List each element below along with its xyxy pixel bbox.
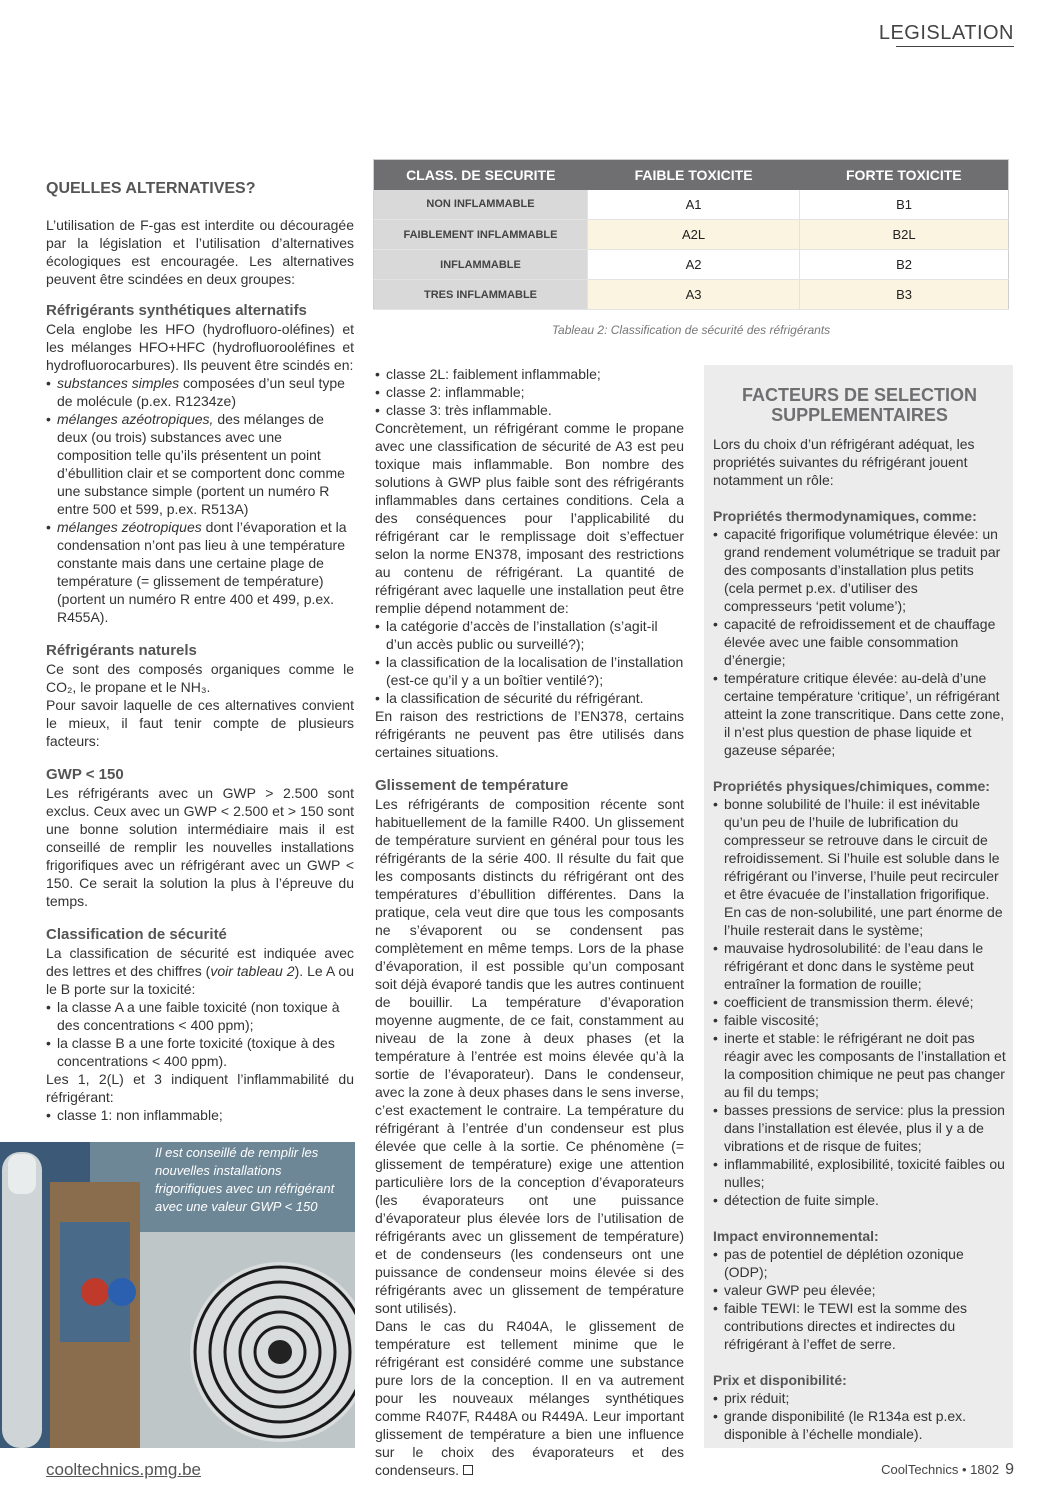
list-item: • la classification de sécurité du réfrigérant. bbox=[375, 689, 684, 707]
synthetic-paragraph: Cela englobe les HFO (hydrofluoro-oléfines) et les mélanges HFO+HFC (hydrofluorooléfines et hydrofluorocarbures). Ils peuvent être scindés en: bbox=[46, 321, 354, 373]
list-item: • faible viscosité; bbox=[713, 1011, 1006, 1029]
table-row bbox=[374, 250, 1009, 280]
list-item: • faible TEWI: le TEWI est la somme des contributions directes et indirectes du réfrigérant à l’effet de serre. bbox=[713, 1299, 1006, 1353]
table-row bbox=[374, 280, 1009, 310]
list-item: • inflammabilité, explosibilité, toxicité faibles ou nulles; bbox=[713, 1155, 1006, 1191]
heading-gwp: GWP < 150 bbox=[46, 766, 124, 783]
table-caption: Tableau 2: Classification de sécurité des réfrigérants bbox=[551, 323, 831, 337]
list-item: • température critique élevée: au-delà d’une certaine température ‘critique’, un réfrigérant atteint la zone transcritique. Dans cette zone, il n’est plus question de phase liquide et gazeuse séparée; bbox=[713, 669, 1006, 759]
thermodynamic-list bbox=[713, 525, 1006, 759]
list-item: • capacité de refroidissement et de chauffage élevée avec une faible consommation d’énergie; bbox=[713, 615, 1006, 669]
sidebar-intro: Lors du choix d’un réfrigérant adéquat, les propriétés suivantes du réfrigérant jouent notamment un rôle: bbox=[713, 436, 975, 488]
table-cell: A2L bbox=[588, 220, 800, 250]
heading-thermodynamic: Propriétés thermodynamiques, comme: bbox=[713, 508, 977, 524]
gwp-paragraph: Les réfrigérants avec un GWP > 2.500 sont exclus. Ceux avec un GWP < 2.500 et > 150 sont une bonne solution intermédiaire mais il est conseillé de remplir les nouvelles installations frigorifiques avec un réfrigérant avec un GWP < 150. Ce serait la solution la plus à l’épreuve du temps. bbox=[46, 785, 354, 909]
list-item: • valeur GWP peu élevée; bbox=[713, 1281, 1006, 1299]
heading-natural: Réfrigérants naturels bbox=[46, 642, 197, 659]
list-item: • la classe A a une faible toxicité (non toxique à des concentrations < 400 ppm); bbox=[46, 998, 354, 1034]
list-item: • basses pressions de service: plus la pression dans l’installation est élevée, plus il y a de vibrations et de risque de fuites; bbox=[713, 1101, 1006, 1155]
heading-classification: Classification de sécurité bbox=[46, 926, 227, 943]
list-item: • prix réduit; bbox=[713, 1389, 1006, 1407]
list-item: • la classification de la localisation de l’installation (est-ce qu’il y a un boîtier ventilé?); bbox=[375, 653, 684, 689]
table-header-cell: CLASS. DE SECURITE bbox=[374, 160, 588, 190]
table-cell: B2L bbox=[800, 220, 1009, 250]
table-row bbox=[374, 220, 1009, 250]
issue-info bbox=[881, 1461, 1014, 1479]
table-cell: B1 bbox=[800, 190, 1009, 220]
list-item: • pas de potentiel de déplétion ozonique (ODP); bbox=[713, 1245, 1006, 1281]
article-title: QUELLES ALTERNATIVES? bbox=[46, 180, 256, 197]
table-cell: B3 bbox=[800, 280, 1009, 310]
price-list bbox=[713, 1389, 1006, 1443]
row-header: INFLAMMABLE bbox=[374, 250, 588, 280]
list-item: • substances simples composées d’un seul type de molécule (p.ex. R1234ze) bbox=[46, 374, 354, 410]
glide-paragraph-1: Les réfrigérants de composition récente sont habituellement de la famille R400. Un glissement de température survient en général pour tous les réfrigérants de la série 400. Il résulte du fait que les composants distincts du réfrigérant ont des températures d’ébullition différentes. Dans la pratique, cela veut dire que tous les composants ne s’évaporent ou se condensent pas complètement en même temps. Lors de la phase d’évaporation, il est possible qu’un composant soit déjà évaporé tandis que les autres continuent de bouillir. La température d’évaporation moyenne augmente, de ce fait, constamment au niveau de la zone à deux phases (et la température à l’entrée est moins élevée qu’à la sortie de l’évaporateur). Dans le condenseur, avec la zone à deux phases dans le sens inverse, c’est exactement le contraire. La température du réfrigérant à l’entrée d’un condenseur est plus élevée que celle à la sortie. Ce phénomène (= glissement de température) exige une attention particulière lors de la conception d’évaporateurs (les évaporateurs ont une puissance d’évaporateur plus élevée lors de l’utilisation de réfrigérants avec un glissement de température) et de condenseurs (les condenseurs ont une puissance de condenseur moins élevée si des réfrigérants avec un glissement de température sont utilisés). bbox=[375, 796, 684, 1316]
list-item: • classe 2L: faiblement inflammable; bbox=[375, 365, 684, 383]
list-item: • coefficient de transmission therm. élevé; bbox=[713, 993, 1006, 1011]
heading-glide: Glissement de température bbox=[375, 777, 569, 794]
heading-synthetic: Réfrigérants synthétiques alternatifs bbox=[46, 302, 307, 319]
list-item: • capacité frigorifique volumétrique élevée: un grand rendement volumétrique se traduit par des composants d’installation plus petits (cela permet p.ex. d’utiliser des compresseurs ‘petit volume’); bbox=[713, 525, 1006, 615]
sidebar-content bbox=[713, 385, 1006, 1443]
issue-label: CoolTechnics • 1802 bbox=[881, 1462, 1000, 1477]
physical-list bbox=[713, 795, 1006, 1209]
list-item: • mélanges zéotropiques dont l’évaporation et la condensation n’ont pas lieu à une température constante mais dans une certaine plage de température (= glissement de température) (portent un numéro R entre 400 et 499, p.ex. R455A). bbox=[46, 518, 354, 626]
list-item: • détection de fuite simple. bbox=[713, 1191, 1006, 1209]
row-header: FAIBLEMENT INFLAMMABLE bbox=[374, 220, 588, 250]
photo-caption: Il est conseillé de remplir les nouvelles installations frigorifiques avec un réfrigérant avec une valeur GWP < 150 bbox=[155, 1145, 335, 1214]
list-item: • la classe B a une forte toxicité (toxique à des concentrations < 400 ppm). bbox=[46, 1034, 354, 1070]
list-item: • inerte et stable: le réfrigérant ne doit pas réagir avec les composants de l’installation et la composition chimique ne peut pas changer au fil du temps; bbox=[713, 1029, 1006, 1101]
list-item: • classe 2: inflammable; bbox=[375, 383, 684, 401]
row-header: TRES INFLAMMABLE bbox=[374, 280, 588, 310]
row-header: NON INFLAMMABLE bbox=[374, 190, 588, 220]
sidebar-title: FACTEURS DE SELECTION SUPPLEMENTAIRES bbox=[741, 385, 978, 425]
synthetic-list bbox=[46, 374, 354, 626]
table-header-cell: FAIBLE TOXICITE bbox=[588, 160, 800, 190]
section-rule bbox=[896, 46, 1014, 47]
flammability-paragraph: Les 1, 2(L) et 3 indiquent l’inflammabilité du réfrigérant: bbox=[46, 1071, 354, 1105]
table-cell: A2 bbox=[588, 250, 800, 280]
column-1 bbox=[46, 180, 354, 1124]
table-header-cell: FORTE TOXICITE bbox=[800, 160, 1009, 190]
classification-paragraph: La classification de sécurité est indiquée avec des lettres et des chiffres (voir tableau 2). Le A ou le B porte sur la toxicité: bbox=[46, 945, 354, 997]
list-item: • la catégorie d’accès de l’installation (s’agit-il d’un accès public ou surveillé?); bbox=[375, 617, 684, 653]
filling-factors-list bbox=[375, 617, 684, 707]
natural-paragraph-2: Pour savoir laquelle de ces alternatives convient le mieux, il faut tenir compte de plusieurs facteurs: bbox=[46, 697, 354, 749]
heading-physical: Propriétés physiques/chimiques, comme: bbox=[713, 778, 990, 794]
list-item: • bonne solubilité de l’huile: il est inévitable qu’un peu de l’huile de lubrification du compresseur se retrouve dans le circuit de refroidissement. Si l’huile est soluble dans le réfrigérant ou l’inverse, l’huile peut recirculer et être évacuée de l’installation frigorifique. En cas de non-solubilité, une part énorme de l’huile resterait dans le système; bbox=[713, 795, 1006, 939]
propane-paragraph: Concrètement, un réfrigérant comme le propane avec une classification de sécurité de A3 est peu toxique mais inflammable. Bon nombre des solutions à GWP plus faible sont des réfrigérants inflammables dans certaines conditions. Cela a des conséquences pour l’applicabilité du réfrigérant car le remplissage doit s’effectuer selon la norme EN378, imposant des restrictions au contenu de réfrigérant. La quantité de réfrigérant avec laquelle une installation peut être remplie dépend notamment de: bbox=[375, 420, 684, 616]
glide-paragraph-2: Dans le cas du R404A, le glissement de température est tellement minime que le réfrigérant est considéré comme une substance pure lors de la conception. Il en va autrement pour les nouveaux mélanges synthétiques comme R407F, R448A ou R449A. Leur important glissement de température a bien une influence sur le choix des évaporateurs et des condenseurs. bbox=[375, 1318, 684, 1478]
table-cell: A3 bbox=[588, 280, 800, 310]
toxicity-list bbox=[46, 998, 354, 1070]
list-item: • classe 1: non inflammable; bbox=[46, 1106, 354, 1124]
page-number: 9 bbox=[1005, 1461, 1014, 1478]
heading-price: Prix et disponibilité: bbox=[713, 1372, 847, 1388]
natural-paragraph-1: Ce sont des composés organiques comme le CO₂, le propane et le NH₃. bbox=[46, 661, 354, 695]
column-2 bbox=[375, 365, 684, 1479]
environment-list bbox=[713, 1245, 1006, 1353]
section-label: LEGISLATION bbox=[878, 22, 1014, 44]
list-item: • grande disponibilité (le R134a est p.ex. disponible à l’échelle mondiale). bbox=[713, 1407, 1006, 1443]
website-link[interactable]: cooltechnics.pmg.be bbox=[46, 1460, 201, 1479]
end-mark-icon bbox=[463, 1465, 473, 1475]
intro-paragraph: L’utilisation de F-gas est interdite ou découragée par la législation et l’utilisation d’alternatives écologiques est encouragée. Les alternatives peuvent être scindées en deux groupes: bbox=[46, 217, 354, 287]
table-header-row bbox=[374, 160, 1009, 190]
list-item: • mélanges azéotropiques, des mélanges de deux (ou trois) substances avec une composition telle qu’ils présentent un point d’ébullition clair et se comportent donc comme une substance simple (portent un numéro R entre 500 et 599, p.ex. R513A) bbox=[46, 410, 354, 518]
flammability-list bbox=[46, 1106, 354, 1124]
table-cell: B2 bbox=[800, 250, 1009, 280]
safety-classification-table bbox=[373, 159, 1009, 310]
en378-paragraph: En raison des restrictions de l’EN378, certains réfrigérants ne peuvent pas être utilisés dans certaines situations. bbox=[375, 708, 684, 760]
table-row bbox=[374, 190, 1009, 220]
list-item: • mauvaise hydrosolubilité: de l’eau dans le réfrigérant et donc dans le système peut entraîner la formation de rouille; bbox=[713, 939, 1006, 993]
heading-environment: Impact environnemental: bbox=[713, 1228, 879, 1244]
list-item: • classe 3: très inflammable. bbox=[375, 401, 684, 419]
flammability-list-continued bbox=[375, 365, 684, 419]
table-cell: A1 bbox=[588, 190, 800, 220]
